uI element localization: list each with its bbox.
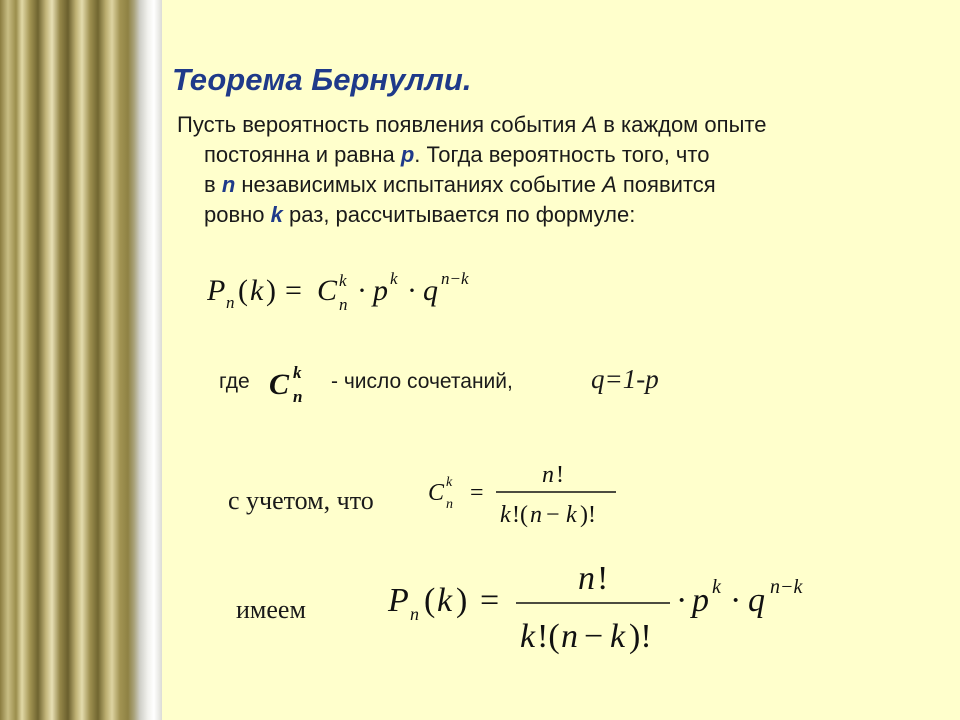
svg-text:)!: )! — [629, 618, 652, 655]
svg-text:·: · — [676, 582, 688, 619]
svg-text:·: · — [730, 582, 742, 619]
svg-text:k: k — [520, 618, 536, 655]
svg-text:k: k — [610, 618, 626, 655]
svg-text:n−k: n−k — [441, 269, 469, 288]
svg-text:!: ! — [597, 563, 609, 597]
svg-text:k: k — [293, 363, 302, 382]
statement-line-1: Пусть вероятность появления события А в каждом опыте — [177, 112, 767, 137]
svg-text:p: p — [373, 274, 388, 307]
svg-text:): ) — [456, 582, 468, 619]
svg-text:n: n — [446, 497, 453, 512]
svg-text:q: q — [423, 274, 438, 307]
svg-text:k: k — [437, 582, 453, 619]
svg-text:!(: !( — [537, 618, 560, 655]
svg-text:n−k: n−k — [770, 576, 803, 598]
imeem-label: имеем — [236, 595, 306, 624]
svg-text:!: ! — [556, 462, 564, 488]
svg-text:n: n — [561, 618, 578, 655]
svg-text:n: n — [410, 604, 419, 624]
bernoulli-formula — [207, 262, 507, 322]
where-label: где — [219, 370, 250, 393]
svg-text:k: k — [250, 274, 264, 307]
svg-text:)!: )! — [580, 502, 596, 528]
svg-text:k: k — [566, 502, 577, 528]
slide-title: Теорема Бернулли. — [172, 62, 472, 97]
svg-text:q: q — [748, 582, 765, 619]
combinations-formula — [426, 458, 636, 533]
svg-text:P: P — [207, 274, 226, 307]
svg-text:·: · — [407, 274, 417, 307]
svg-text:=: = — [470, 480, 484, 506]
svg-text:n: n — [542, 462, 554, 488]
svg-text:·: · — [357, 274, 367, 307]
svg-text:k: k — [712, 576, 721, 598]
svg-text:(: ( — [424, 582, 436, 619]
svg-text:p: p — [692, 582, 709, 619]
svg-text:n: n — [578, 563, 595, 597]
combinations-label: - число сочетаний, — [331, 370, 513, 393]
final-bernoulli-formula — [386, 563, 836, 663]
svg-text:n: n — [530, 502, 542, 528]
q-definition: q=1-p — [591, 364, 659, 394]
svg-text:n: n — [339, 295, 348, 314]
statement-line-2: постоянна и равна р. Тогда вероятность того, что — [204, 142, 710, 167]
statement-line-4: ровно k раз, рассчитывается по формуле: — [204, 202, 636, 227]
svg-text:=: = — [480, 582, 500, 619]
svg-text:−: − — [584, 618, 604, 655]
svg-text:k: k — [446, 475, 453, 490]
decorative-border — [0, 0, 162, 720]
combinations-symbol — [267, 360, 317, 410]
svg-text:P: P — [388, 582, 409, 619]
svg-text:n: n — [293, 387, 303, 406]
svg-text:=: = — [285, 274, 302, 307]
uchet-label: с учетом, что — [228, 486, 374, 515]
svg-text:C: C — [269, 368, 290, 401]
svg-text:!(: !( — [512, 502, 528, 528]
svg-text:): ) — [266, 274, 276, 307]
svg-text:−: − — [546, 502, 560, 528]
svg-text:k: k — [339, 271, 347, 290]
statement-line-3: в n независимых испытаниях событие А появится — [204, 172, 716, 197]
svg-text:n: n — [226, 293, 235, 312]
theorem-statement — [177, 110, 917, 230]
svg-text:k: k — [390, 269, 398, 288]
svg-text:(: ( — [238, 274, 248, 307]
svg-text:C: C — [428, 480, 445, 506]
svg-text:C: C — [317, 274, 338, 307]
svg-text:k: k — [500, 502, 511, 528]
